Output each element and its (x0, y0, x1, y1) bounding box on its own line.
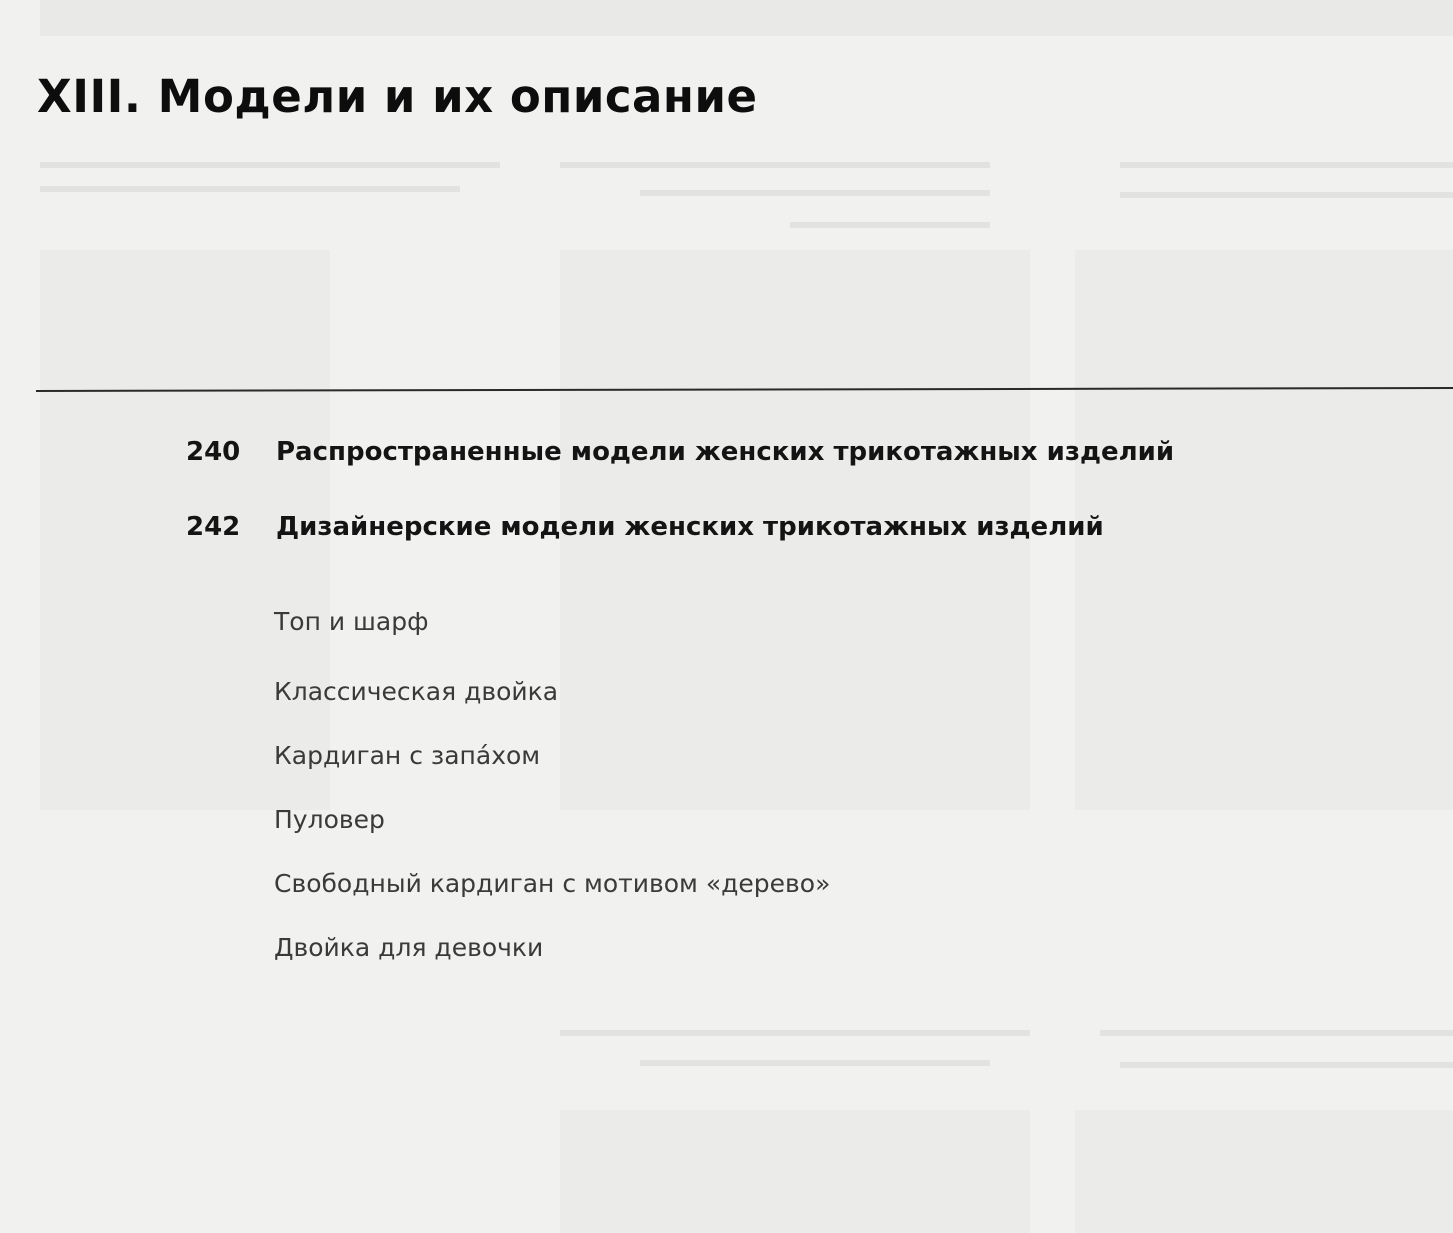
toc-subsection-item: Классическая двойка (274, 677, 559, 706)
toc-page-number: 240 (186, 437, 241, 467)
bleed-through-line (1120, 1062, 1453, 1068)
bleed-through-line (640, 190, 990, 196)
toc-section-entry (186, 512, 1104, 542)
bleed-through-line (790, 222, 990, 228)
bleed-through-line (1120, 162, 1453, 168)
bleed-through-line (560, 1030, 1030, 1036)
bleed-through-photo (1075, 250, 1453, 810)
chapter-title: XIII. Модели и их описание (37, 70, 758, 123)
toc-section-label: Распространенные модели женских трикотажных изделий (276, 437, 1175, 467)
bleed-through-line (1120, 192, 1453, 198)
toc-section-entry (186, 437, 1174, 467)
bleed-through-line (560, 162, 990, 168)
bleed-through-photo (1075, 1110, 1453, 1233)
toc-subsection-item: Топ и шарф (274, 607, 429, 636)
bleed-through-line (40, 0, 1453, 36)
toc-section-label: Дизайнерские модели женских трикотажных изделий (276, 512, 1104, 542)
toc-subsection-item: Пуловер (274, 805, 385, 834)
toc-subsection-item: Свободный кардиган с мотивом «дерево» (274, 869, 831, 898)
toc-subsection-item: Двойка для девочки (274, 933, 544, 962)
bleed-through-line (640, 1060, 990, 1066)
bleed-through-line (40, 162, 500, 168)
toc-page-number: 242 (186, 512, 241, 542)
toc-subsection-item: Кардиган с запáхом (274, 741, 541, 770)
bleed-through-photo (560, 1110, 1030, 1233)
bleed-through-line (40, 186, 460, 192)
bleed-through-line (1100, 1030, 1453, 1036)
toc-subsection-list (274, 600, 830, 990)
